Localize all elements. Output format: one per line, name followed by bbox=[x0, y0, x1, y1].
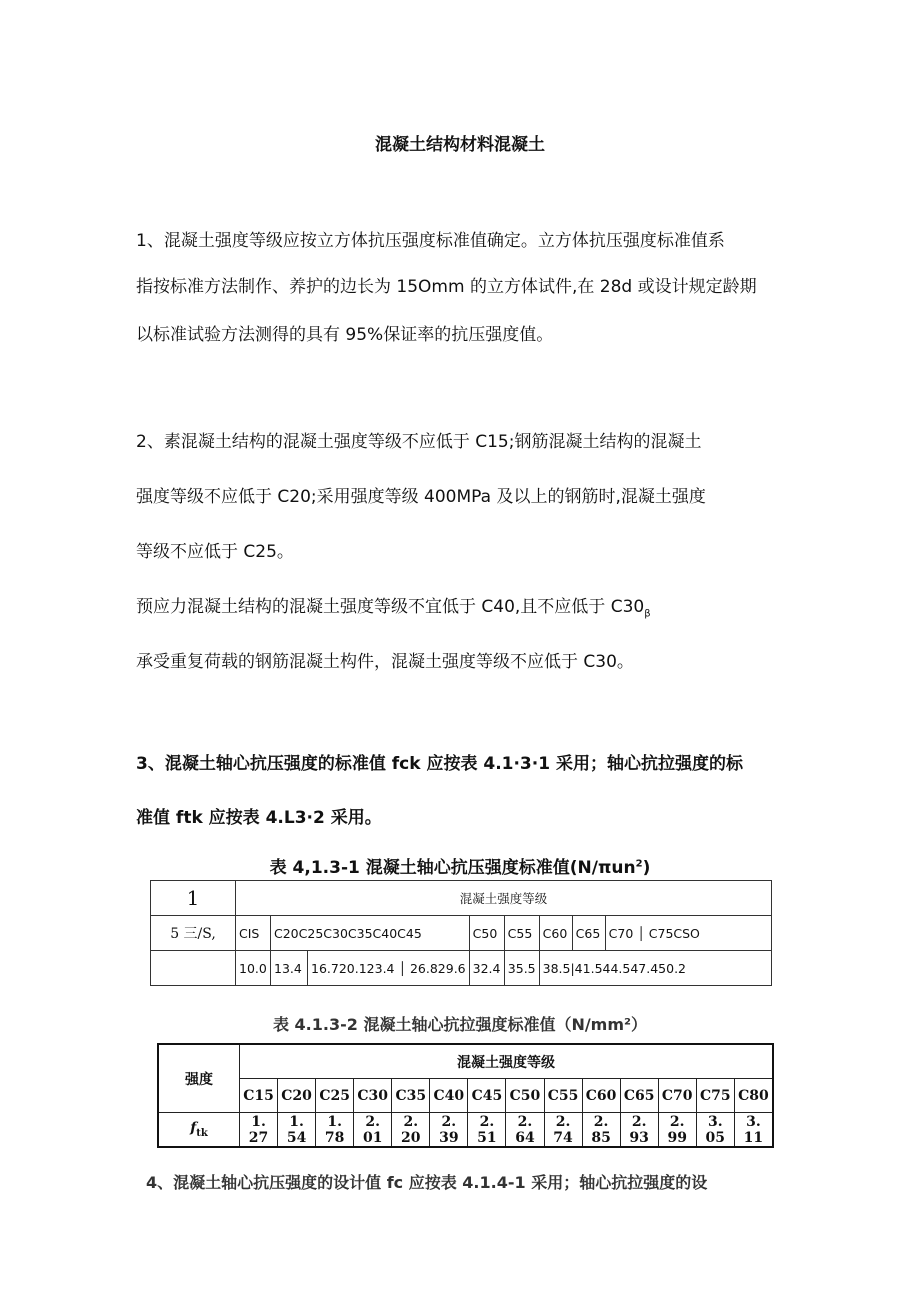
table2-value-cell: 1. 54 bbox=[278, 1113, 316, 1148]
section2-line4-sub: β bbox=[644, 608, 651, 620]
table2-symbol bbox=[158, 1113, 240, 1148]
section2-line2: 强度等级不应低于 C20;采用强度等级 400MPa 及以上的钢筋时,混凝土强度 bbox=[136, 487, 706, 507]
table1-value-row bbox=[151, 951, 772, 986]
table1-grade-cell: C65 bbox=[572, 916, 605, 951]
table2-caption: 表 4.1.3-2 混凝土轴心抗拉强度标准值（N/mm²） bbox=[272, 1015, 648, 1034]
table1-value-cell: 16.720.123.4 │ 26.829.6 bbox=[308, 951, 470, 986]
table1-value-cell: 13.4 bbox=[271, 951, 308, 986]
table2-value-cell: 2. 93 bbox=[620, 1113, 658, 1148]
table1-value-cell: 35.5 bbox=[504, 951, 539, 986]
table2-value-cell: 3. 11 bbox=[734, 1113, 773, 1148]
table1-caption-text: 表 4,1.3-1 混凝土轴心抗压强度标准值(N∕πun bbox=[269, 858, 636, 878]
table2-value-cell: 2. 85 bbox=[582, 1113, 620, 1148]
section2-line1: 2、素混凝土结构的混凝土强度等级不应低于 C15;钢筋混凝土结构的混凝土 bbox=[136, 432, 702, 452]
section3-line1: 3、混凝土轴心抗压强度的标准值 fck 应按表 4.1·3·1 采用；轴心抗拉强度的标 bbox=[136, 754, 743, 774]
table2-group-header: 混凝土强度等级 bbox=[240, 1044, 774, 1079]
section2-line3: 等级不应低于 C25。 bbox=[136, 542, 294, 562]
table1-header-row bbox=[151, 881, 772, 916]
table2-grade-cell: C70 bbox=[658, 1079, 696, 1113]
table1-grade-c70: C70 bbox=[608, 925, 634, 941]
table1-grade-cell: C60 bbox=[539, 916, 572, 951]
table2-grade-cell: C80 bbox=[734, 1079, 773, 1113]
table2-grade-cell: C55 bbox=[544, 1079, 582, 1113]
table2-value-cell: 2. 01 bbox=[354, 1113, 392, 1148]
section4-line1: 4、混凝土轴心抗压强度的设计值 fc 应按表 4.1.4-1 采用；轴心抗拉强度的设 bbox=[146, 1173, 708, 1192]
table1-value-cell: 38.5|41.544.547.450.2 bbox=[539, 951, 771, 986]
table2-value-cell: 2. 74 bbox=[544, 1113, 582, 1148]
table1-grade-cell: C70 │ C75CSO bbox=[605, 916, 771, 951]
table2-grade-cell: C40 bbox=[430, 1079, 468, 1113]
table2-symbol-sub: tk bbox=[196, 1127, 208, 1139]
table1-caption-sup: 2 bbox=[635, 858, 643, 870]
table2-header-row bbox=[158, 1044, 773, 1079]
table1-grade-c75: C75CSO bbox=[648, 925, 700, 941]
section1-line3: 以标准试验方法测得的具有 95%保证率的抗压强度值。 bbox=[136, 325, 554, 345]
table2-value-cell: 2. 51 bbox=[468, 1113, 506, 1148]
table2-symbol-f: f bbox=[190, 1120, 197, 1137]
table2-grade-cell: C25 bbox=[316, 1079, 354, 1113]
table2 bbox=[157, 1043, 774, 1148]
table2-grade-cell: C75 bbox=[696, 1079, 734, 1113]
table2-value-cell: 3. 05 bbox=[696, 1113, 734, 1148]
table1-group-header: 混凝土强度等级 bbox=[236, 881, 772, 916]
table1-row-label: 5 三/S, bbox=[151, 916, 236, 951]
table1-grade-row bbox=[151, 916, 772, 951]
table2-grade-cell: C65 bbox=[620, 1079, 658, 1113]
table1-grade-cell: C55 bbox=[504, 916, 539, 951]
table2-grade-row bbox=[158, 1079, 773, 1113]
table2-value-row bbox=[158, 1113, 773, 1148]
table1-corner: 1 bbox=[151, 881, 236, 916]
page-title: 混凝土结构材料混凝土 bbox=[375, 135, 545, 155]
section1-line1: 1、混凝土强度等级应按立方体抗压强度标准值确定。立方体抗压强度标准值系 bbox=[136, 231, 725, 251]
table1-grade-cell: C50 bbox=[469, 916, 504, 951]
table1 bbox=[150, 880, 772, 986]
table2-value-cell: 2. 99 bbox=[658, 1113, 696, 1148]
section3-line2: 准值 ftk 应按表 4.L3·2 采用。 bbox=[136, 808, 382, 828]
table2-grade-cell: C45 bbox=[468, 1079, 506, 1113]
table2-grade-cell: C20 bbox=[278, 1079, 316, 1113]
table2-grade-cell: C35 bbox=[392, 1079, 430, 1113]
table2-grade-cell: C30 bbox=[354, 1079, 392, 1113]
table2-value-cell: 1. 27 bbox=[240, 1113, 278, 1148]
table1-grade-cell: C20C25C30C35C40C45 bbox=[271, 916, 470, 951]
section2-line4 bbox=[136, 592, 796, 619]
table1-value-cell: 32.4 bbox=[469, 951, 504, 986]
table2-value-cell: 2. 39 bbox=[430, 1113, 468, 1148]
table2-value-cell: 2. 20 bbox=[392, 1113, 430, 1148]
table2-value-cell: 1. 78 bbox=[316, 1113, 354, 1148]
section2-line4-text: 预应力混凝土结构的混凝土强度等级不宜低于 C40,且不应低于 C30 bbox=[136, 597, 645, 617]
table1-caption bbox=[0, 853, 920, 878]
table2-grade-cell: C15 bbox=[240, 1079, 278, 1113]
table1-caption-end: ) bbox=[642, 858, 651, 878]
table2-row-header: 强度 bbox=[158, 1044, 240, 1113]
table1-value-cell: 10.0 bbox=[236, 951, 271, 986]
section2-line5: 承受重复荷载的钢筋混凝土构件，混凝土强度等级不应低于 C30。 bbox=[136, 652, 634, 672]
section1-line2: 指按标准方法制作、养护的边长为 15Omm 的立方体试件,在 28d 或设计规定龄期 bbox=[136, 277, 757, 297]
table1-grade-cell: CIS bbox=[236, 916, 271, 951]
table2-value-cell: 2. 64 bbox=[506, 1113, 544, 1148]
table2-grade-cell: C60 bbox=[582, 1079, 620, 1113]
table2-grade-cell: C50 bbox=[506, 1079, 544, 1113]
